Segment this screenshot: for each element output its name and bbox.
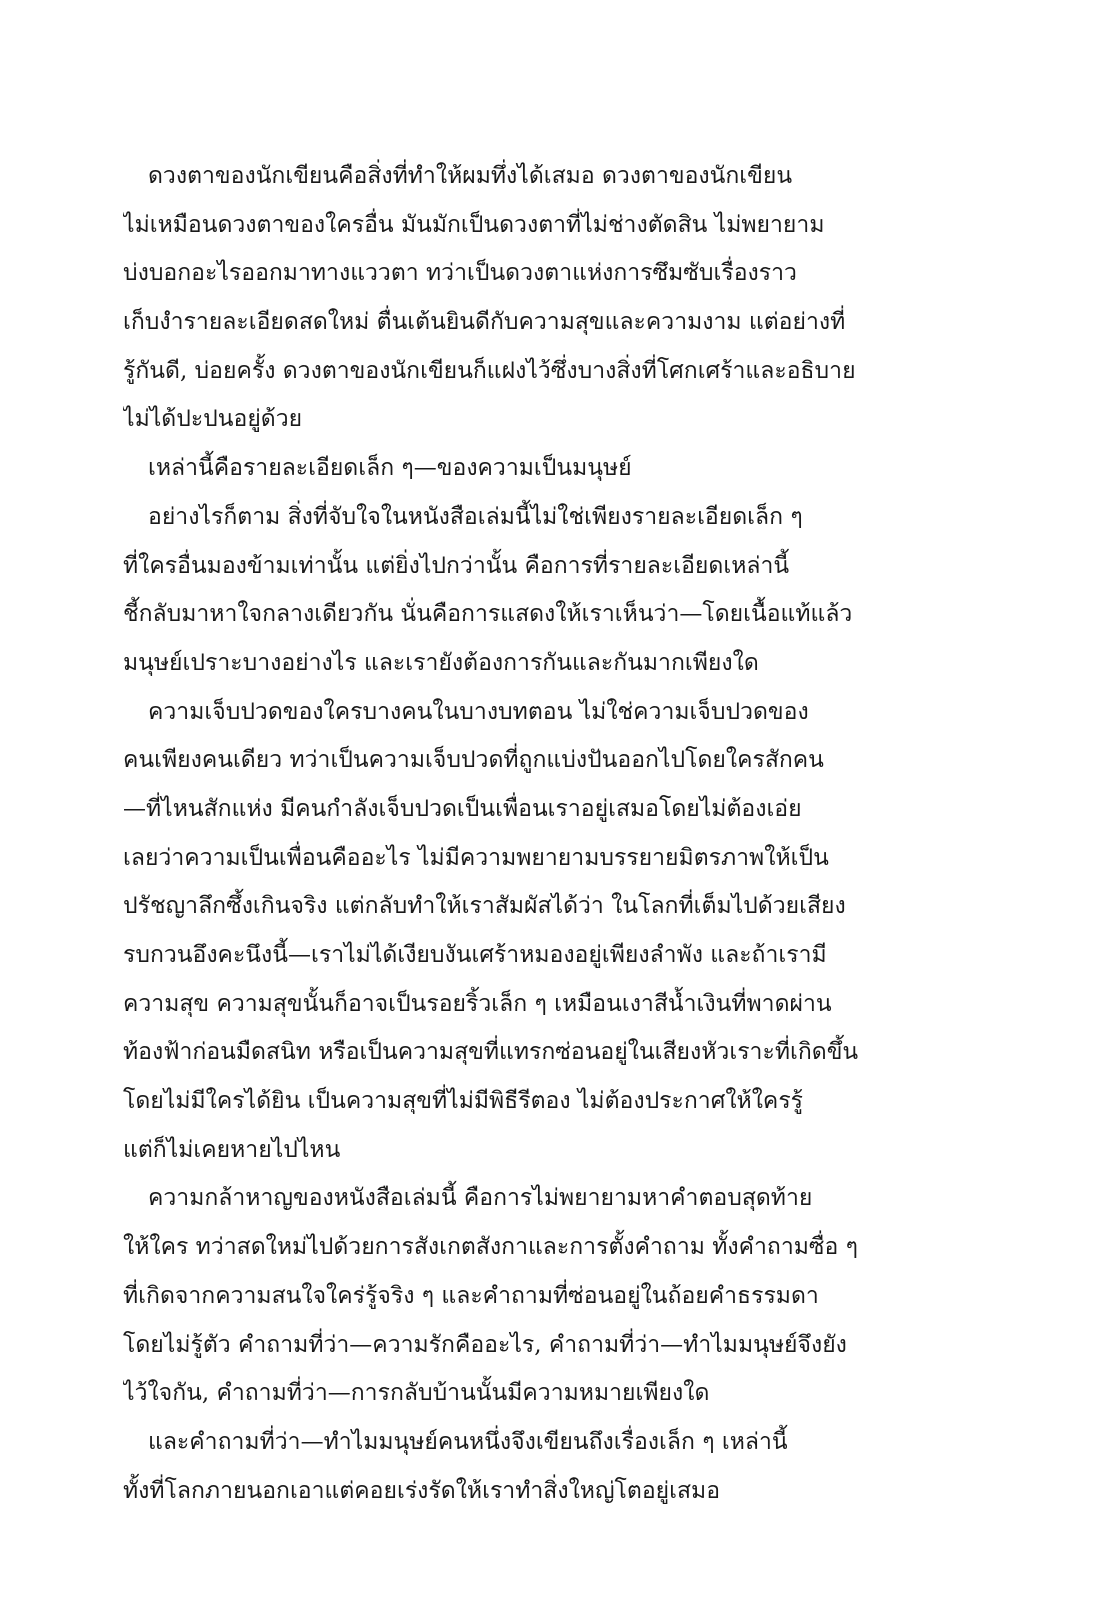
text-line: มนุษย์เปราะบางอย่างไร และเรายังต้องการกันและกันมากเพียงใด (123, 649, 759, 676)
text-line: เหล่านี้คือรายละเอียดเล็ก ๆ—ของความเป็นมนุษย์ (148, 455, 632, 482)
text-line: รู้กันดี, บ่อยครั้ง ดวงตาของนักเขียนก็แฝงไว้ซึ่งบางสิ่งที่โศกเศร้าและอธิบาย (123, 357, 856, 384)
text-line: บ่งบอกอะไรออกมาทางแววตา ทว่าเป็นดวงตาแห่งการซึมซับเรื่องราว (123, 260, 797, 287)
text-line: ความเจ็บปวดของใครบางคนในบางบทตอน ไม่ใช่ความเจ็บปวดของ (148, 698, 809, 725)
text-line: โดยไม่มีใครได้ยิน เป็นความสุขที่ไม่มีพิธีรีตอง ไม่ต้องประกาศให้ใครรู้ (123, 1088, 804, 1115)
text-line: ที่ใครอื่นมองข้ามเท่านั้น แต่ยิ่งไปกว่านั้น คือการที่รายละเอียดเหล่านี้ (123, 552, 790, 579)
text-line: แต่ก็ไม่เคยหายไปไหน (123, 1136, 341, 1163)
text-line: ท้องฟ้าก่อนมืดสนิท หรือเป็นความสุขที่แทรกซ่อนอยู่ในเสียงหัวเราะที่เกิดขึ้น (123, 1039, 859, 1066)
text-line: คนเพียงคนเดียว ทว่าเป็นความเจ็บปวดที่ถูกแบ่งปันออกไปโดยใครสักคน (123, 747, 824, 774)
text-line: ความกล้าหาญของหนังสือเล่มนี้ คือการไม่พยายามหาคำตอบสุดท้าย (148, 1185, 813, 1212)
text-line: ทั้งที่โลกภายนอกเอาแต่คอยเร่งรัดให้เราทำสิ่งใหญ่โตอยู่เสมอ (123, 1477, 721, 1504)
text-line: และคำถามที่ว่า—ทำไมมนุษย์คนหนึ่งจึงเขียนถึงเรื่องเล็ก ๆ เหล่านี้ (148, 1428, 788, 1455)
body-text (123, 152, 863, 1515)
text-line: ไว้ใจกัน, คำถามที่ว่า—การกลับบ้านนั้นมีความหมายเพียงใด (123, 1380, 710, 1407)
text-line: ดวงตาของนักเขียนคือสิ่งที่ทำให้ผมทึ่งได้เสมอ ดวงตาของนักเขียน (148, 163, 793, 189)
text-line: ที่เกิดจากความสนใจใคร่รู้จริง ๆ และคำถามที่ซ่อนอยู่ในถ้อยคำธรรมดา (123, 1282, 819, 1309)
text-line: ชี้กลับมาหาใจกลางเดียวกัน นั่นคือการแสดงให้เราเห็นว่า—โดยเนื้อแท้แล้ว (123, 601, 853, 628)
text-line: ความสุข ความสุขนั้นก็อาจเป็นรอยริ้วเล็ก ๆ เหมือนเงาสีน้ำเงินที่พาดผ่าน (123, 990, 832, 1017)
text-line: เลยว่าความเป็นเพื่อนคืออะไร ไม่มีความพยายามบรรยายมิตรภาพให้เป็น (123, 844, 829, 871)
text-line: ปรัชญาลึกซึ้งเกินจริง แต่กลับทำให้เราสัมผัสได้ว่า ในโลกที่เต็มไปด้วยเสียง (123, 893, 846, 920)
text-line: เก็บงำรายละเอียดสดใหม่ ตื่นเต้นยินดีกับความสุขและความงาม แต่อย่างที่ (123, 309, 846, 336)
text-line: โดยไม่รู้ตัว คำถามที่ว่า—ความรักคืออะไร, คำถามที่ว่า—ทำไมมนุษย์จึงยัง (123, 1331, 847, 1358)
text-line: —ที่ไหนสักแห่ง มีคนกำลังเจ็บปวดเป็นเพื่อนเราอยู่เสมอโดยไม่ต้องเอ่ย (123, 795, 802, 822)
text-line: รบกวนอึงคะนึงนี้—เราไม่ได้เงียบงันเศร้าหมองอยู่เพียงลำพัง และถ้าเรามี (123, 942, 827, 968)
text-line: ไม่ได้ปะปนอยู่ด้วย (123, 406, 303, 433)
text-line: ไม่เหมือนดวงตาของใครอื่น มันมักเป็นดวงตาที่ไม่ช่างตัดสิน ไม่พยายาม (123, 211, 825, 238)
text-line: อย่างไรก็ตาม สิ่งที่จับใจในหนังสือเล่มนี้ไม่ใช่เพียงรายละเอียดเล็ก ๆ (148, 503, 803, 530)
text-line: ให้ใคร ทว่าสดใหม่ไปด้วยการสังเกตสังกาและการตั้งคำถาม ทั้งคำถามซื่อ ๆ (123, 1234, 859, 1261)
